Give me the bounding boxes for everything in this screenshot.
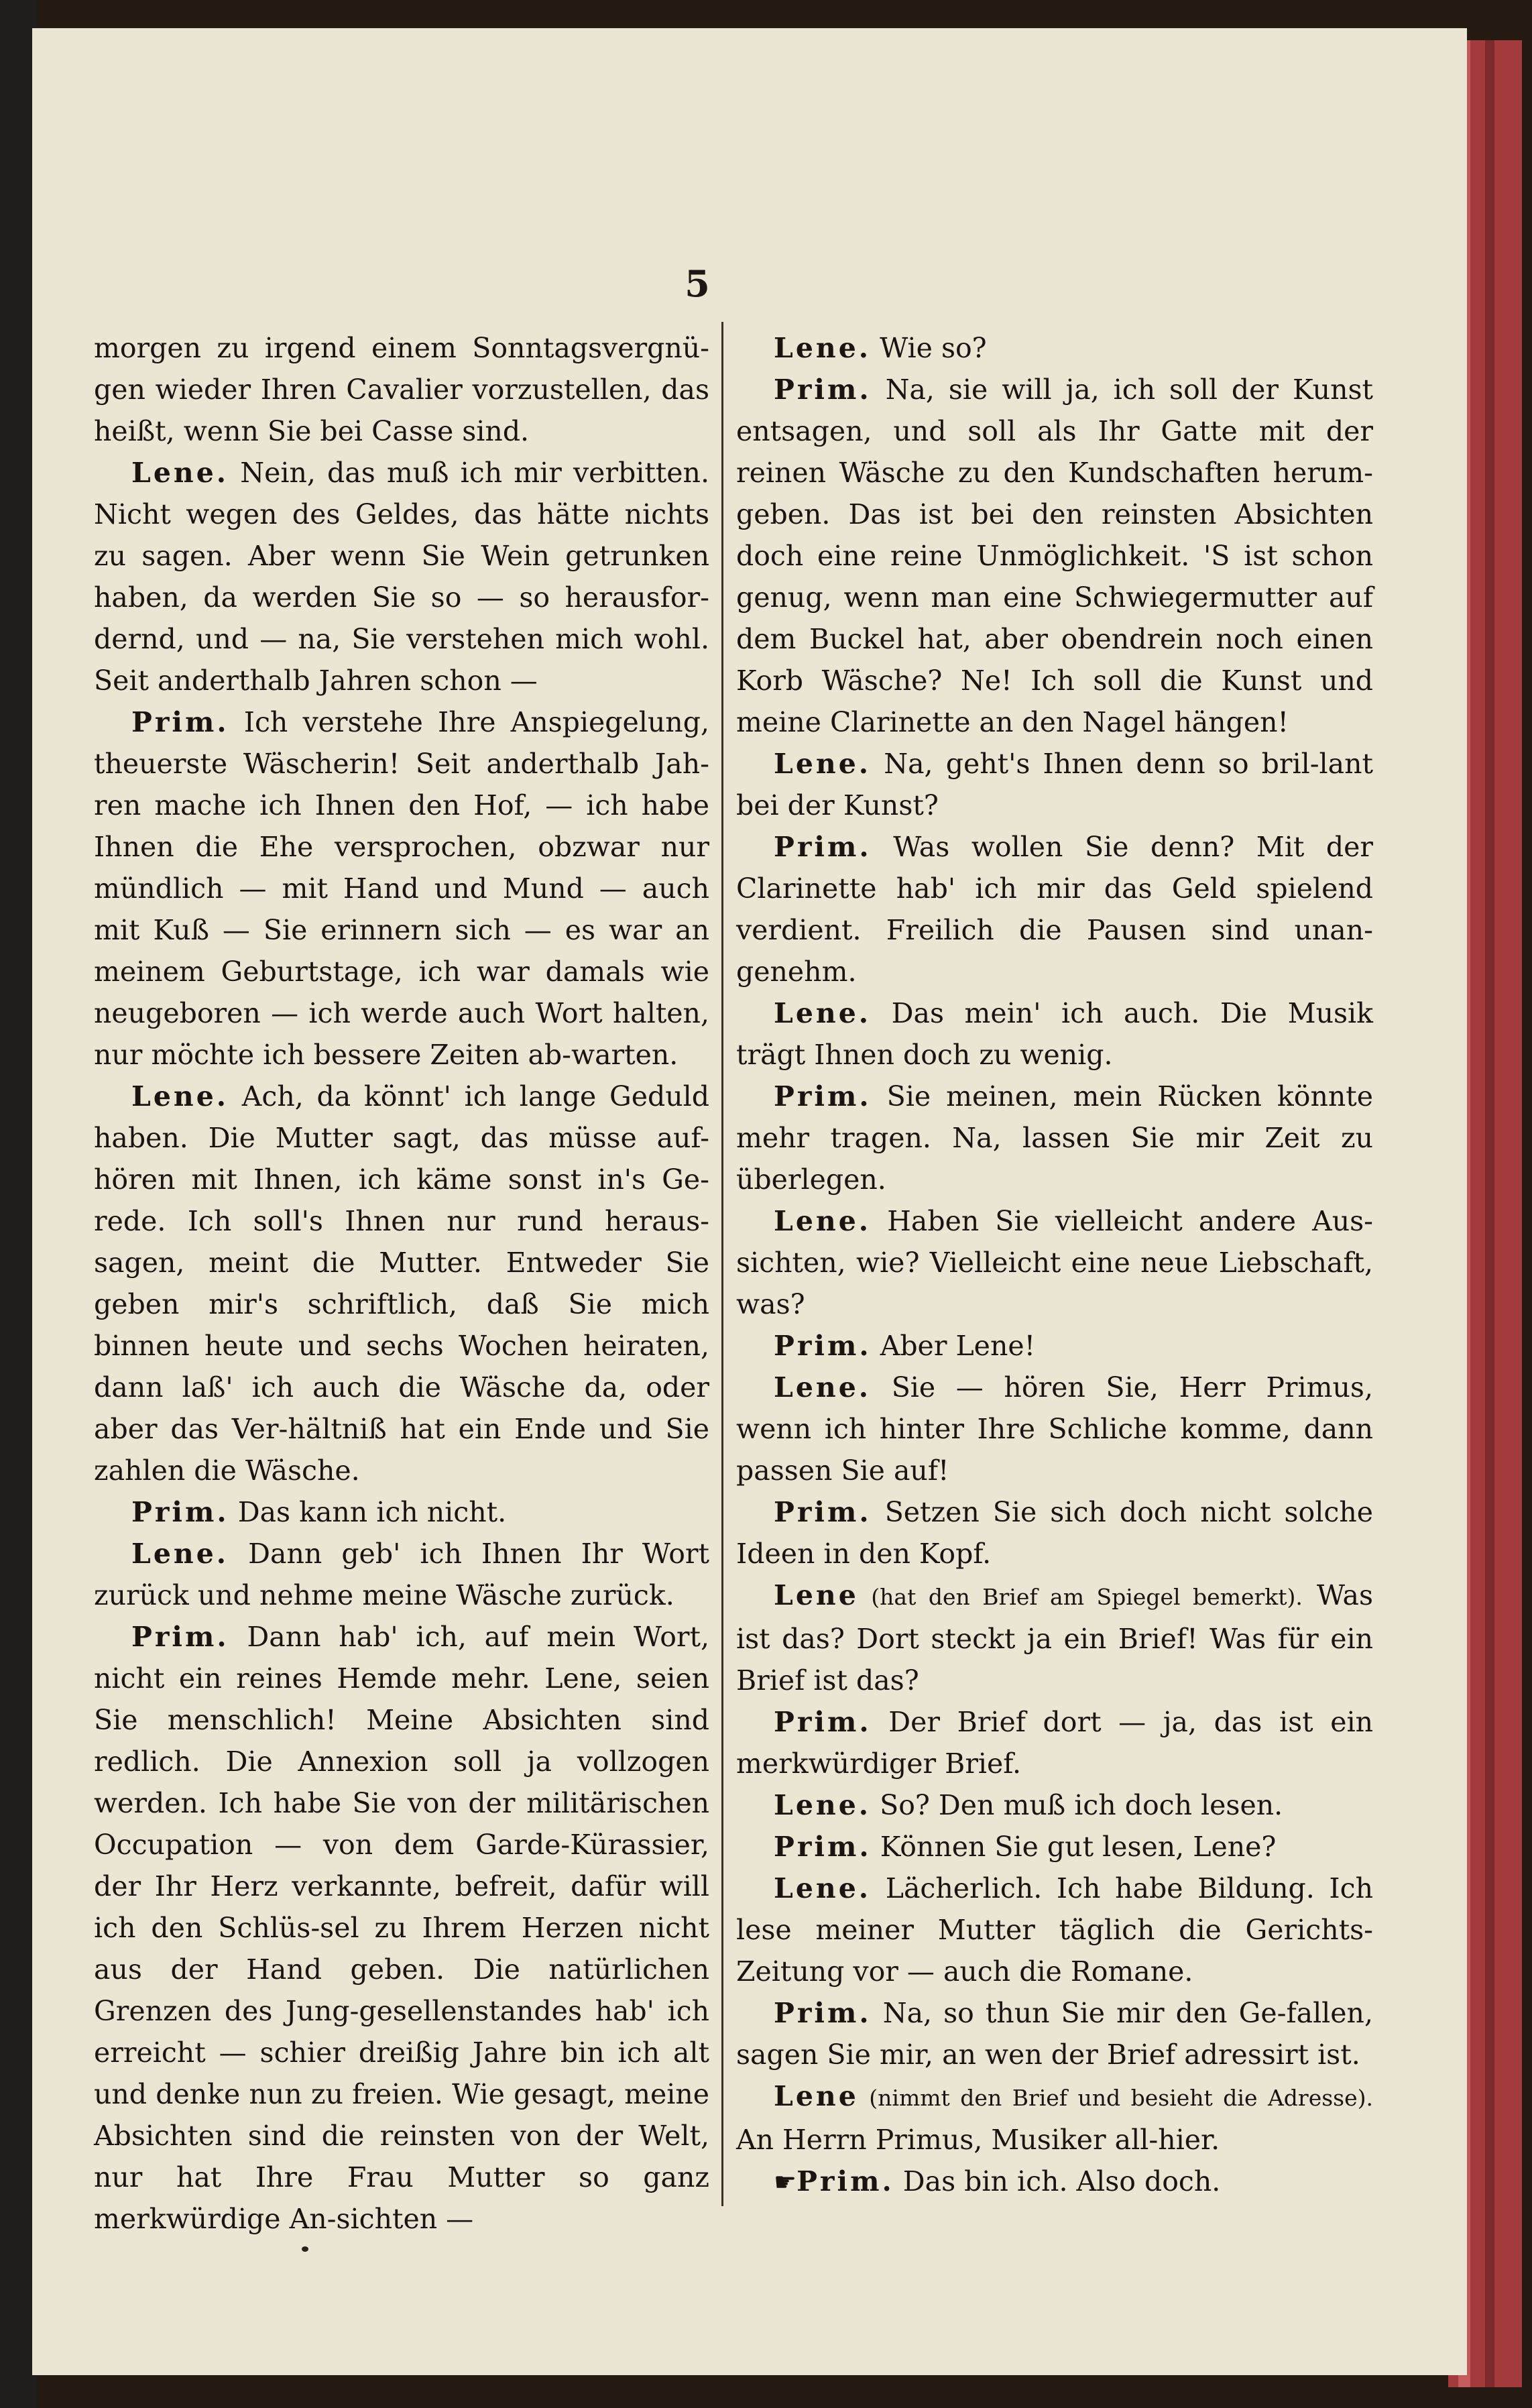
dialogue-paragraph bbox=[736, 1574, 1373, 1701]
dialogue-text: Nein, das muß ich mir verbitten. Nicht wegen des Geldes, das hätte nichts zu sagen. Aber wenn Sie Wein getrunken haben, da werden Sie so — so herausfor-dernd, und — na, Sie verstehen mich wohl. Seit anderthalb Jahren schon — bbox=[94, 457, 709, 697]
speaker-name: Prim. bbox=[131, 1621, 229, 1653]
left-page-edge bbox=[0, 0, 37, 2408]
dialogue-paragraph bbox=[94, 1616, 709, 2240]
dialogue-text: Das bin ich. Also doch. bbox=[894, 2165, 1221, 2197]
dialogue-paragraph bbox=[736, 1367, 1373, 1491]
dialogue-text: morgen zu irgend einem Sonntagsvergnü-gen wieder Ihren Cavalier vorzustellen, das heißt, wenn Sie bei Casse sind. bbox=[94, 332, 709, 447]
speaker-name: Lene. bbox=[131, 457, 229, 489]
dialogue-text: An Herrn Primus, Musiker all-hier. bbox=[736, 2124, 1220, 2156]
speaker-name: Prim. bbox=[131, 706, 229, 738]
dialogue-text: Sie — hören Sie, Herr Primus, wenn ich hinter Ihre Schliche komme, dann passen Sie auf! bbox=[736, 1371, 1373, 1487]
stage-direction: (hat den Brief am Spiegel bemerkt). bbox=[858, 1584, 1303, 1610]
dialogue-paragraph bbox=[736, 1076, 1373, 1200]
ink-speck bbox=[302, 2246, 308, 2252]
speaker-name: Lene. bbox=[131, 1080, 229, 1112]
dialogue-text: Ach, da könnt' ich lange Geduld haben. Die Mutter sagt, das müsse auf-hören mit Ihnen, ich käme sonst in's Ge-rede. Ich soll's Ihnen nur rund heraus-sagen, meint die Mutter. Entweder Sie geben mir's schriftlich, daß Sie mich binnen heute und sechs Wochen heiraten, dann laß' ich auch die Wäsche da, oder aber das Ver-hältniß hat ein Ende und Sie zahlen die Wäsche. bbox=[94, 1080, 709, 1487]
speaker-name: Lene. bbox=[131, 1538, 229, 1570]
dialogue-paragraph bbox=[94, 327, 709, 452]
speaker-name: Prim. bbox=[774, 1330, 872, 1362]
dialogue-paragraph bbox=[736, 1325, 1373, 1367]
dialogue-paragraph bbox=[736, 1491, 1373, 1574]
left-text-column bbox=[94, 327, 709, 2235]
dialogue-paragraph bbox=[94, 701, 709, 1076]
speaker-name: Lene. bbox=[774, 1371, 872, 1403]
speaker-name: Lene bbox=[774, 1579, 859, 1611]
dialogue-text: Na, sie will ja, ich soll der Kunst entsagen, und soll als Ihr Gatte mit der reinen Wäsche zu den Kundschaften herum-geben. Das ist bei den reinsten Absichten doch eine reine Unmöglichkeit. 'S ist schon genug, wenn man eine Schwiegermutter auf dem Buckel hat, aber obendrein noch einen Korb Wäsche? Ne! Ich soll die Kunst und meine Clarinette an den Nagel hängen! bbox=[736, 374, 1373, 738]
speaker-name: Prim. bbox=[774, 374, 872, 406]
dialogue-paragraph bbox=[736, 1784, 1373, 1826]
speaker-name: Lene. bbox=[774, 1205, 872, 1237]
dialogue-text: Was wollen Sie denn? Mit der Clarinette hab' ich mir das Geld spielend verdient. Freilich die Pausen sind unan-genehm. bbox=[736, 831, 1373, 988]
dialogue-paragraph bbox=[736, 1868, 1373, 1992]
dialogue-text: So? Den muß ich doch lesen. bbox=[871, 1789, 1283, 1821]
dialogue-text: Was ist das? Dort steckt ja ein Brief! Was für ein Brief ist das? bbox=[736, 1579, 1373, 1697]
dialogue-paragraph bbox=[736, 327, 1373, 369]
speaker-name: Prim. bbox=[774, 1706, 872, 1738]
speaker-name: Prim. bbox=[797, 2165, 894, 2197]
speaker-name: Lene. bbox=[774, 1789, 872, 1821]
dialogue-text: Dann hab' ich, auf mein Wort, nicht ein reines Hemde mehr. Lene, seien Sie menschlich! Meine Absichten sind redlich. Die Annexion soll ja vollzogen werden. Ich habe Sie von der militärischen Occupation — von dem Garde-Kürassier, der Ihr Herz verkannte, befreit, dafür will ich den Schlüs-sel zu Ihrem Herzen nicht aus der Hand geben. Die natürlichen Grenzen des Jung-gesellenstandes hab' ich erreicht — schier dreißig Jahre bin ich alt und denke nun zu freien. Wie gesagt, meine Absichten sind die reinsten von der Welt, nur hat Ihre Frau Mutter so ganz merkwürdige An-sichten — bbox=[94, 1621, 709, 2235]
dialogue-paragraph bbox=[736, 992, 1373, 1076]
dialogue-text: Na, so thun Sie mir den Ge-fallen, sagen Sie mir, an wen der Brief adressirt ist. bbox=[736, 1997, 1373, 2071]
dialogue-text: Ich verstehe Ihre Anspiegelung, theuerste Wäscherin! Seit anderthalb Jah-ren mache ich Ihnen den Hof, — ich habe Ihnen die Ehe versprochen, obzwar nur mündlich — mit Hand und Mund — auch mit Kuß — Sie erinnern sich — es war an meinem Geburtstage, ich war damals wie neugeboren — ich werde auch Wort halten, nur möchte ich bessere Zeiten ab-warten. bbox=[94, 706, 709, 1071]
pointing-hand-icon: ☛ bbox=[774, 2167, 797, 2197]
speaker-name: Lene. bbox=[774, 997, 872, 1029]
dialogue-paragraph bbox=[94, 1076, 709, 1491]
dialogue-text: Setzen Sie sich doch nicht solche Ideen in den Kopf. bbox=[736, 1496, 1373, 1570]
dialogue-paragraph bbox=[736, 369, 1373, 743]
speaker-name: Prim. bbox=[774, 1080, 872, 1112]
dialogue-paragraph bbox=[736, 2161, 1373, 2203]
dialogue-paragraph bbox=[94, 1533, 709, 1616]
dialogue-text: Das mein' ich auch. Die Musik trägt Ihnen doch zu wenig. bbox=[736, 997, 1373, 1071]
speaker-name: Lene bbox=[774, 2080, 859, 2112]
page-number: 5 bbox=[685, 262, 710, 305]
speaker-name: Lene. bbox=[774, 332, 872, 364]
dialogue-text: Lächerlich. Ich habe Bildung. Ich lese meiner Mutter täglich die Gerichts-Zeitung vor — auch die Romane. bbox=[736, 1872, 1373, 1988]
speaker-name: Prim. bbox=[131, 1496, 229, 1528]
dialogue-text: Na, geht's Ihnen denn so bril-lant bei der Kunst? bbox=[736, 748, 1373, 821]
speaker-name: Lene. bbox=[774, 748, 872, 780]
dialogue-paragraph bbox=[736, 743, 1373, 826]
dialogue-paragraph bbox=[736, 826, 1373, 992]
dialogue-paragraph bbox=[736, 2075, 1373, 2161]
dialogue-paragraph bbox=[94, 452, 709, 701]
speaker-name: Prim. bbox=[774, 1496, 872, 1528]
stage-direction: (nimmt den Brief und besieht die Adresse). bbox=[858, 2085, 1373, 2111]
dialogue-paragraph bbox=[736, 1992, 1373, 2075]
column-divider bbox=[721, 322, 723, 2206]
dialogue-text: Sie meinen, mein Rücken könnte mehr tragen. Na, lassen Sie mir Zeit zu überlegen. bbox=[736, 1080, 1373, 1196]
dialogue-text: Wie so? bbox=[871, 332, 987, 364]
dialogue-text: Können Sie gut lesen, Lene? bbox=[871, 1831, 1277, 1863]
dialogue-text: Haben Sie vielleicht andere Aus-sichten, wie? Vielleicht eine neue Liebschaft, was? bbox=[736, 1205, 1373, 1320]
dialogue-text: Aber Lene! bbox=[871, 1330, 1036, 1362]
speaker-name: Prim. bbox=[774, 1997, 872, 2029]
dialogue-paragraph bbox=[94, 1491, 709, 1533]
speaker-name: Prim. bbox=[774, 831, 872, 863]
dialogue-text: Dann geb' ich Ihnen Ihr Wort zurück und nehme meine Wäsche zurück. bbox=[94, 1538, 709, 1611]
dialogue-paragraph bbox=[736, 1701, 1373, 1784]
dialogue-text: Der Brief dort — ja, das ist ein merkwürdiger Brief. bbox=[736, 1706, 1373, 1780]
dialogue-text: Das kann ich nicht. bbox=[229, 1496, 507, 1528]
right-text-column bbox=[736, 327, 1373, 2205]
dialogue-paragraph bbox=[736, 1826, 1373, 1868]
red-page-edge-shadow bbox=[1485, 40, 1494, 2387]
speaker-name: Lene. bbox=[774, 1872, 872, 1904]
speaker-name: Prim. bbox=[774, 1831, 872, 1863]
dialogue-paragraph bbox=[736, 1200, 1373, 1325]
